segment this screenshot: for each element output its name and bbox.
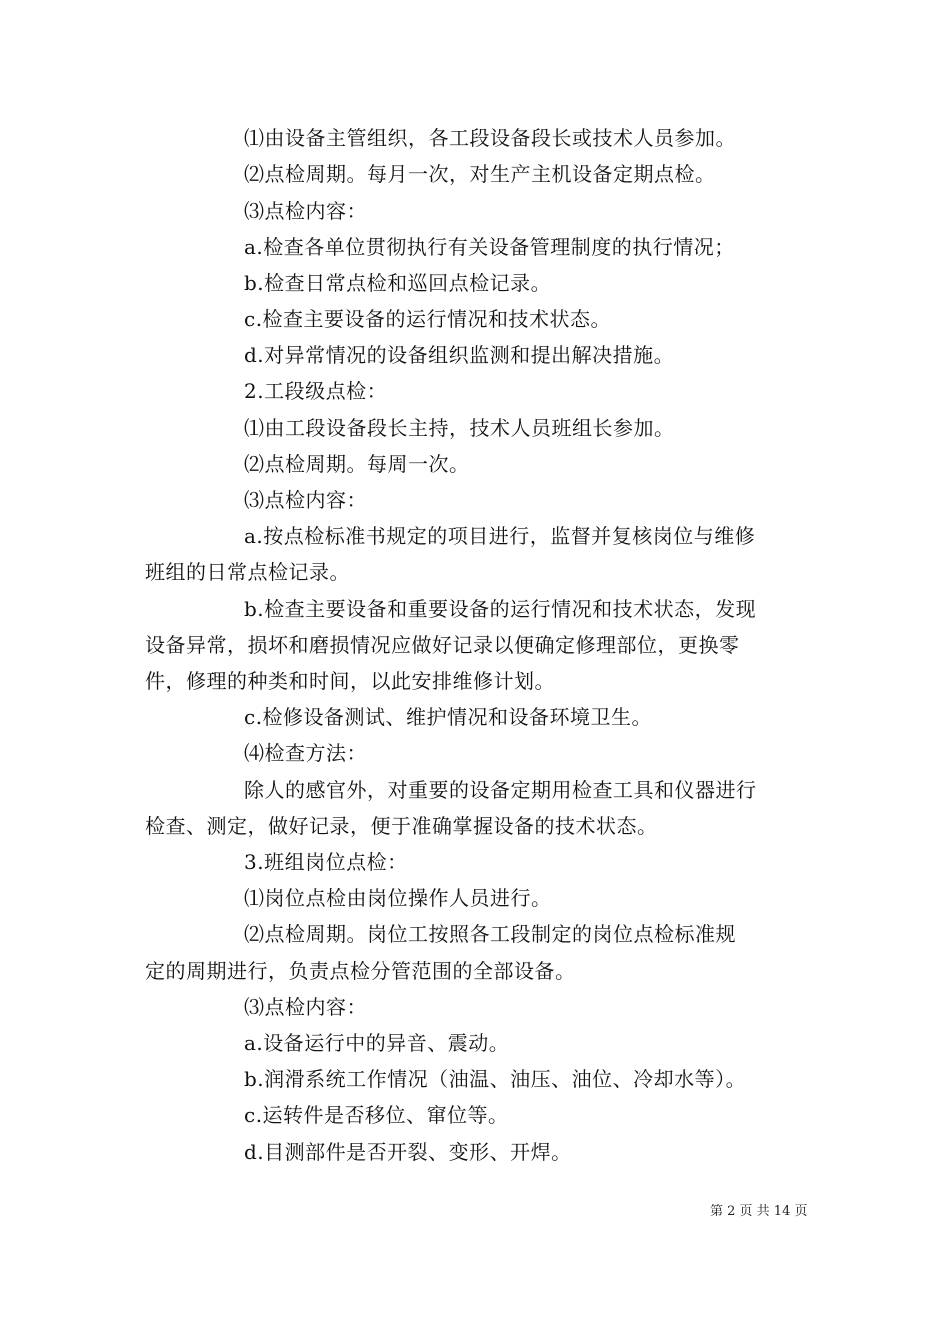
paragraph-line: ⑵点检周期。每周一次。 <box>244 452 470 476</box>
paragraph-line: a.设备运行中的异音、震动。 <box>244 1031 510 1055</box>
paragraph-line: c.运转件是否移位、窜位等。 <box>244 1103 509 1127</box>
page-number: 第 2 页 共 14 页 <box>710 1204 808 1219</box>
paragraph-line: 除人的感官外，对重要的设备定期用检查工具和仪器进行 <box>244 778 757 802</box>
paragraph-line: ⑵点检周期。每月一次，对生产主机设备定期点检。 <box>244 162 716 186</box>
paragraph-line: b.检查主要设备和重要设备的运行情况和技术状态，发现 <box>244 597 757 621</box>
paragraph-line: 设备异常，损坏和磨损情况应做好记录以便确定修理部位，更换零 <box>145 633 740 657</box>
paragraph-line: b.润滑系统工作情况（油温、油压、油位、冷却水等）。 <box>244 1067 747 1091</box>
paragraph-line: ⑴由设备主管组织，各工段设备段长或技术人员参加。 <box>244 126 736 150</box>
paragraph-line: a.按点检标准书规定的项目进行，监督并复核岗位与维修 <box>244 524 756 548</box>
paragraph-line: 定的周期进行，负责点检分管范围的全部设备。 <box>145 959 576 983</box>
section-heading: 3.班组岗位点检： <box>244 850 408 874</box>
section-heading: 2.工段级点检： <box>244 379 388 403</box>
paragraph-line: b.检查日常点检和巡回点检记录。 <box>244 271 552 295</box>
paragraph-line: 件，修理的种类和时间，以此安排维修计划。 <box>145 669 555 693</box>
paragraph-line: ⑶点检内容： <box>244 995 367 1019</box>
paragraph-line: d.目测部件是否开裂、变形、开焊。 <box>244 1140 572 1164</box>
paragraph-line: ⑶点检内容： <box>244 199 367 223</box>
paragraph-line: c.检查主要设备的运行情况和技术状态。 <box>244 307 612 331</box>
paragraph-line: c.检修设备测试、维护情况和设备环境卫生。 <box>244 705 653 729</box>
paragraph-line: ⑴岗位点检由岗位操作人员进行。 <box>244 886 552 910</box>
paragraph-line: ⑴由工段设备段长主持，技术人员班组长参加。 <box>244 416 675 440</box>
paragraph-line: ⑷检查方法： <box>244 741 367 765</box>
paragraph-line: 检查、测定，做好记录，便于准确掌握设备的技术状态。 <box>145 814 658 838</box>
paragraph-line: ⑶点检内容： <box>244 488 367 512</box>
paragraph-line: d.对异常情况的设备组织监测和提出解决措施。 <box>244 343 675 367</box>
paragraph-line: a.检查各单位贯彻执行有关设备管理制度的执行情况； <box>244 235 735 259</box>
paragraph-line: ⑵点检周期。岗位工按照各工段制定的岗位点检标准规 <box>244 922 736 946</box>
paragraph-line: 班组的日常点检记录。 <box>145 560 350 584</box>
